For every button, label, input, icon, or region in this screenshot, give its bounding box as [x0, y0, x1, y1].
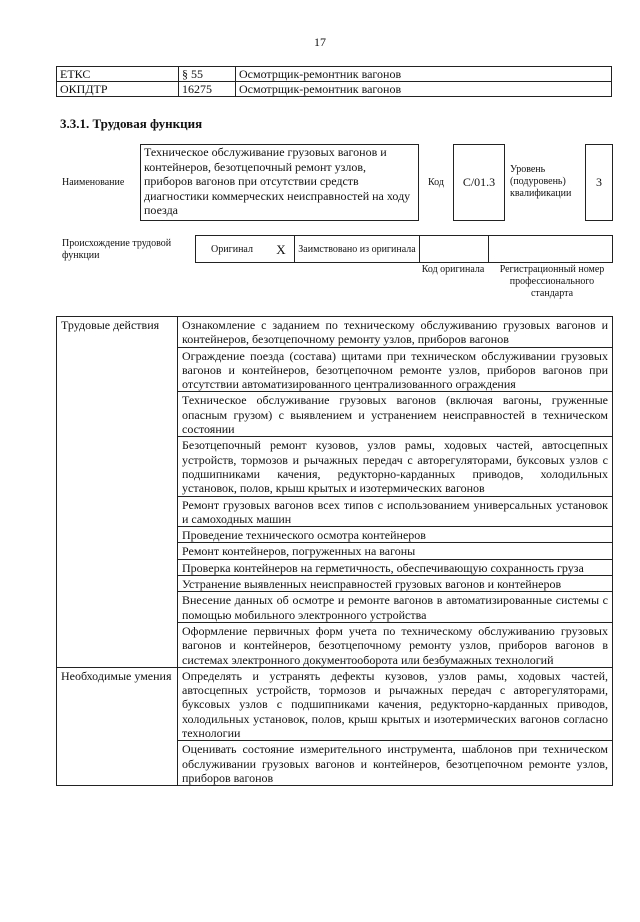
skills-category: Необходимые умения — [57, 667, 178, 785]
code-system: ОКПДТР — [57, 82, 179, 97]
labor-actions-item: Ознакомление с заданием по техническому обслуживанию грузовых вагонов и контейнеров, безотцепочному ремонту узлов, приборов вагонов — [178, 317, 613, 348]
page-number: 17 — [314, 35, 326, 49]
origin-table — [195, 235, 613, 263]
labor-actions-item: Оформление первичных форм учета по техническому обслуживанию грузовых вагонов и контейнеров, безотцепочному ремонту узлов, приборов вагонов в системах электронного документооборота или безбумажных технологий — [178, 622, 613, 667]
labor-actions-category: Трудовые действия — [57, 317, 178, 668]
labor-actions-item: Ремонт контейнеров, погруженных на вагоны — [178, 543, 613, 559]
table-row — [57, 67, 612, 82]
labor-actions-item: Устранение выявленных неисправностей грузовых вагонов и контейнеров — [178, 576, 613, 592]
labor-actions-item: Внесение данных об осмотре и ремонте вагонов в автоматизированные системы с помощью мобильного электронного устройства — [178, 592, 613, 623]
original-code-cell — [420, 236, 489, 263]
labor-actions-item: Ремонт грузовых вагонов всех типов с использованием универсальных установок и самоходных машин — [178, 496, 613, 527]
labor-actions-item: Проверка контейнеров на герметичность, обеспечивающую сохранность груза — [178, 559, 613, 575]
function-name-value: Техническое обслуживание грузовых вагонов и контейнеров, безотцепочный ремонт узлов, приборов вагонов при отсутствии средств диагностики коммерческих неисправностей на ходу поезда — [140, 144, 419, 221]
table-row — [57, 317, 613, 348]
skills-item: Определять и устранять дефекты кузовов, узлов рамы, ходовых частей, автосцепных устройств, тормозов и рычажных передач с авторегуляторами, буксовых узлов с подшипниками качения, редукторно-карданных приводов, холодильных установок, полов, крыш крытых и изотермических вагонов согласно технологии — [178, 667, 613, 740]
code-value: 16275 — [179, 82, 236, 97]
reg-number-cell — [489, 236, 613, 263]
labor-actions-item: Безотцепочный ремонт кузовов, узлов рамы, ходовых частей, автосцепных устройств, тормозов и рычажных передач с авторегуляторами, буксовых узлов с подшипниками качения, редукторно-карданных приводов, холодильных установок, полов, крыш крытых и изотермических вагонов — [178, 437, 613, 496]
function-details-table — [56, 316, 613, 786]
code-system: ЕТКС — [57, 67, 179, 82]
table-row — [57, 82, 612, 97]
labor-actions-item: Проведение технического осмотра контейнеров — [178, 527, 613, 543]
labor-actions-item: Техническое обслуживание грузовых вагонов (включая вагоны, груженные опасным грузом) с выявлением и устранением неисправностей в техническом состоянии — [178, 392, 613, 437]
section-title: 3.3.1. Трудовая функция — [60, 116, 203, 131]
code-value: § 55 — [179, 67, 236, 82]
table-row — [57, 667, 613, 740]
original-code-caption: Код оригинала — [421, 264, 485, 275]
function-code-value: C/01.3 — [453, 144, 505, 221]
qualification-level-label: Уровень (подуровень) квалификации — [510, 164, 572, 199]
classification-codes-table — [56, 66, 612, 97]
borrowed-label: Заимствовано из оригинала — [295, 236, 420, 263]
name-label: Наименование — [62, 177, 125, 188]
qualification-level-value: 3 — [585, 144, 613, 221]
occupation-name: Осмотрщик-ремонтник вагонов — [236, 82, 612, 97]
original-mark: X — [268, 236, 295, 263]
origin-label: Происхождение трудовой функции — [62, 238, 172, 261]
original-label: Оригинал — [196, 236, 269, 263]
skills-item: Оценивать состояние измерительного инструмента, шаблонов при техническом обслуживании грузовых вагонов и контейнеров, безотцепочном ремонте узлов, приборов вагонов — [178, 741, 613, 786]
occupation-name: Осмотрщик-ремонтник вагонов — [236, 67, 612, 82]
reg-number-caption: Регистрационный номер профессионального стандарта — [499, 264, 605, 299]
labor-actions-item: Ограждение поезда (состава) щитами при техническом обслуживании грузовых вагонов и контейнеров, безотцепочном ремонте узлов, приборов вагонов при отсутствии автоматизированного централизованного ограждения — [178, 347, 613, 392]
code-label: Код — [428, 177, 444, 188]
